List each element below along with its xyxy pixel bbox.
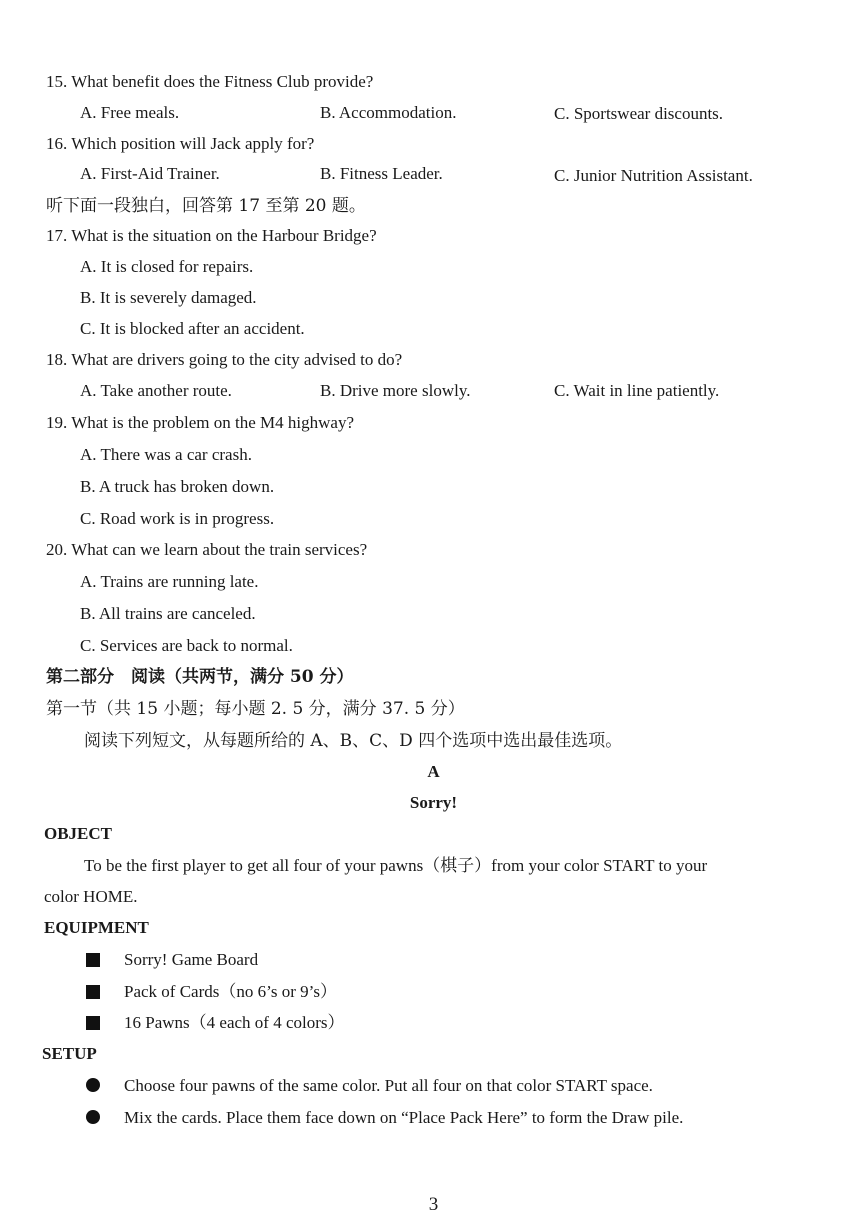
passage-title: Sorry!	[409, 793, 458, 812]
square-bullet-icon	[86, 985, 100, 999]
q19-option-c: C. Road work is in progress.	[80, 509, 275, 528]
q15-option-c: C. Sportswear discounts.	[554, 104, 724, 123]
q15-option-a: A. Free meals.	[80, 103, 180, 122]
section1-instruction: 阅读下列短文，从每题所给的 A、B、C、D 四个选项中选出最佳选项。	[84, 731, 623, 751]
q20-option-a: A. Trains are running late.	[80, 572, 259, 591]
object-heading: OBJECT	[44, 824, 113, 843]
passage-letter: A	[427, 762, 440, 781]
section1-title: 第一节（共 15 小题；每小题 2. 5 分，满分 37. 5 分）	[46, 699, 465, 719]
q17-option-c: C. It is blocked after an accident.	[80, 319, 305, 338]
part2-title: 第二部分 阅读（共两节，满分 50 分）	[46, 667, 354, 687]
listening-instruction: 听下面一段独白，回答第 17 至第 20 题。	[46, 196, 366, 216]
equipment-item: Sorry! Game Board	[124, 950, 259, 969]
q20-option-b: B. All trains are canceled.	[80, 604, 256, 623]
q18-option-a: A. Take another route.	[80, 381, 232, 400]
round-bullet-icon	[86, 1078, 100, 1092]
q17-option-b: B. It is severely damaged.	[80, 288, 257, 307]
setup-item: Mix the cards. Place them face down on “Place Pack Here” to form the Draw pile.	[124, 1108, 684, 1127]
q16-option-b: B. Fitness Leader.	[320, 164, 443, 183]
equipment-heading: EQUIPMENT	[44, 918, 149, 937]
question-19: 19. What is the problem on the M4 highway?	[46, 413, 354, 432]
q16-option-c: C. Junior Nutrition Assistant.	[554, 166, 753, 185]
question-18: 18. What are drivers going to the city advised to do?	[46, 350, 403, 369]
square-bullet-icon	[86, 1016, 100, 1030]
question-17: 17. What is the situation on the Harbour Bridge?	[46, 226, 377, 245]
q20-option-c: C. Services are back to normal.	[80, 636, 293, 655]
setup-heading: SETUP	[42, 1044, 97, 1063]
q19-option-a: A. There was a car crash.	[80, 445, 252, 464]
question-16: 16. Which position will Jack apply for?	[46, 134, 315, 153]
q18-option-c: C. Wait in line patiently.	[554, 381, 720, 400]
question-15: 15. What benefit does the Fitness Club provide?	[46, 72, 374, 91]
setup-item: Choose four pawns of the same color. Put all four on that color START space.	[124, 1076, 653, 1095]
q19-option-b: B. A truck has broken down.	[80, 477, 275, 496]
equipment-item: Pack of Cards（no 6’s or 9’s）	[124, 982, 337, 1001]
square-bullet-icon	[86, 953, 100, 967]
object-text-line-1: To be the first player to get all four of your pawns（棋子）from your color START to your	[84, 856, 708, 875]
equipment-item: 16 Pawns（4 each of 4 colors）	[124, 1013, 345, 1032]
q17-option-a: A. It is closed for repairs.	[80, 257, 254, 276]
q18-option-b: B. Drive more slowly.	[320, 381, 471, 400]
round-bullet-icon	[86, 1110, 100, 1124]
question-20: 20. What can we learn about the train services?	[46, 540, 368, 559]
q15-option-b: B. Accommodation.	[320, 103, 457, 122]
object-text-line-2: color HOME.	[44, 887, 138, 906]
page-number: 3	[428, 1194, 439, 1215]
q16-option-a: A. First-Aid Trainer.	[80, 164, 220, 183]
